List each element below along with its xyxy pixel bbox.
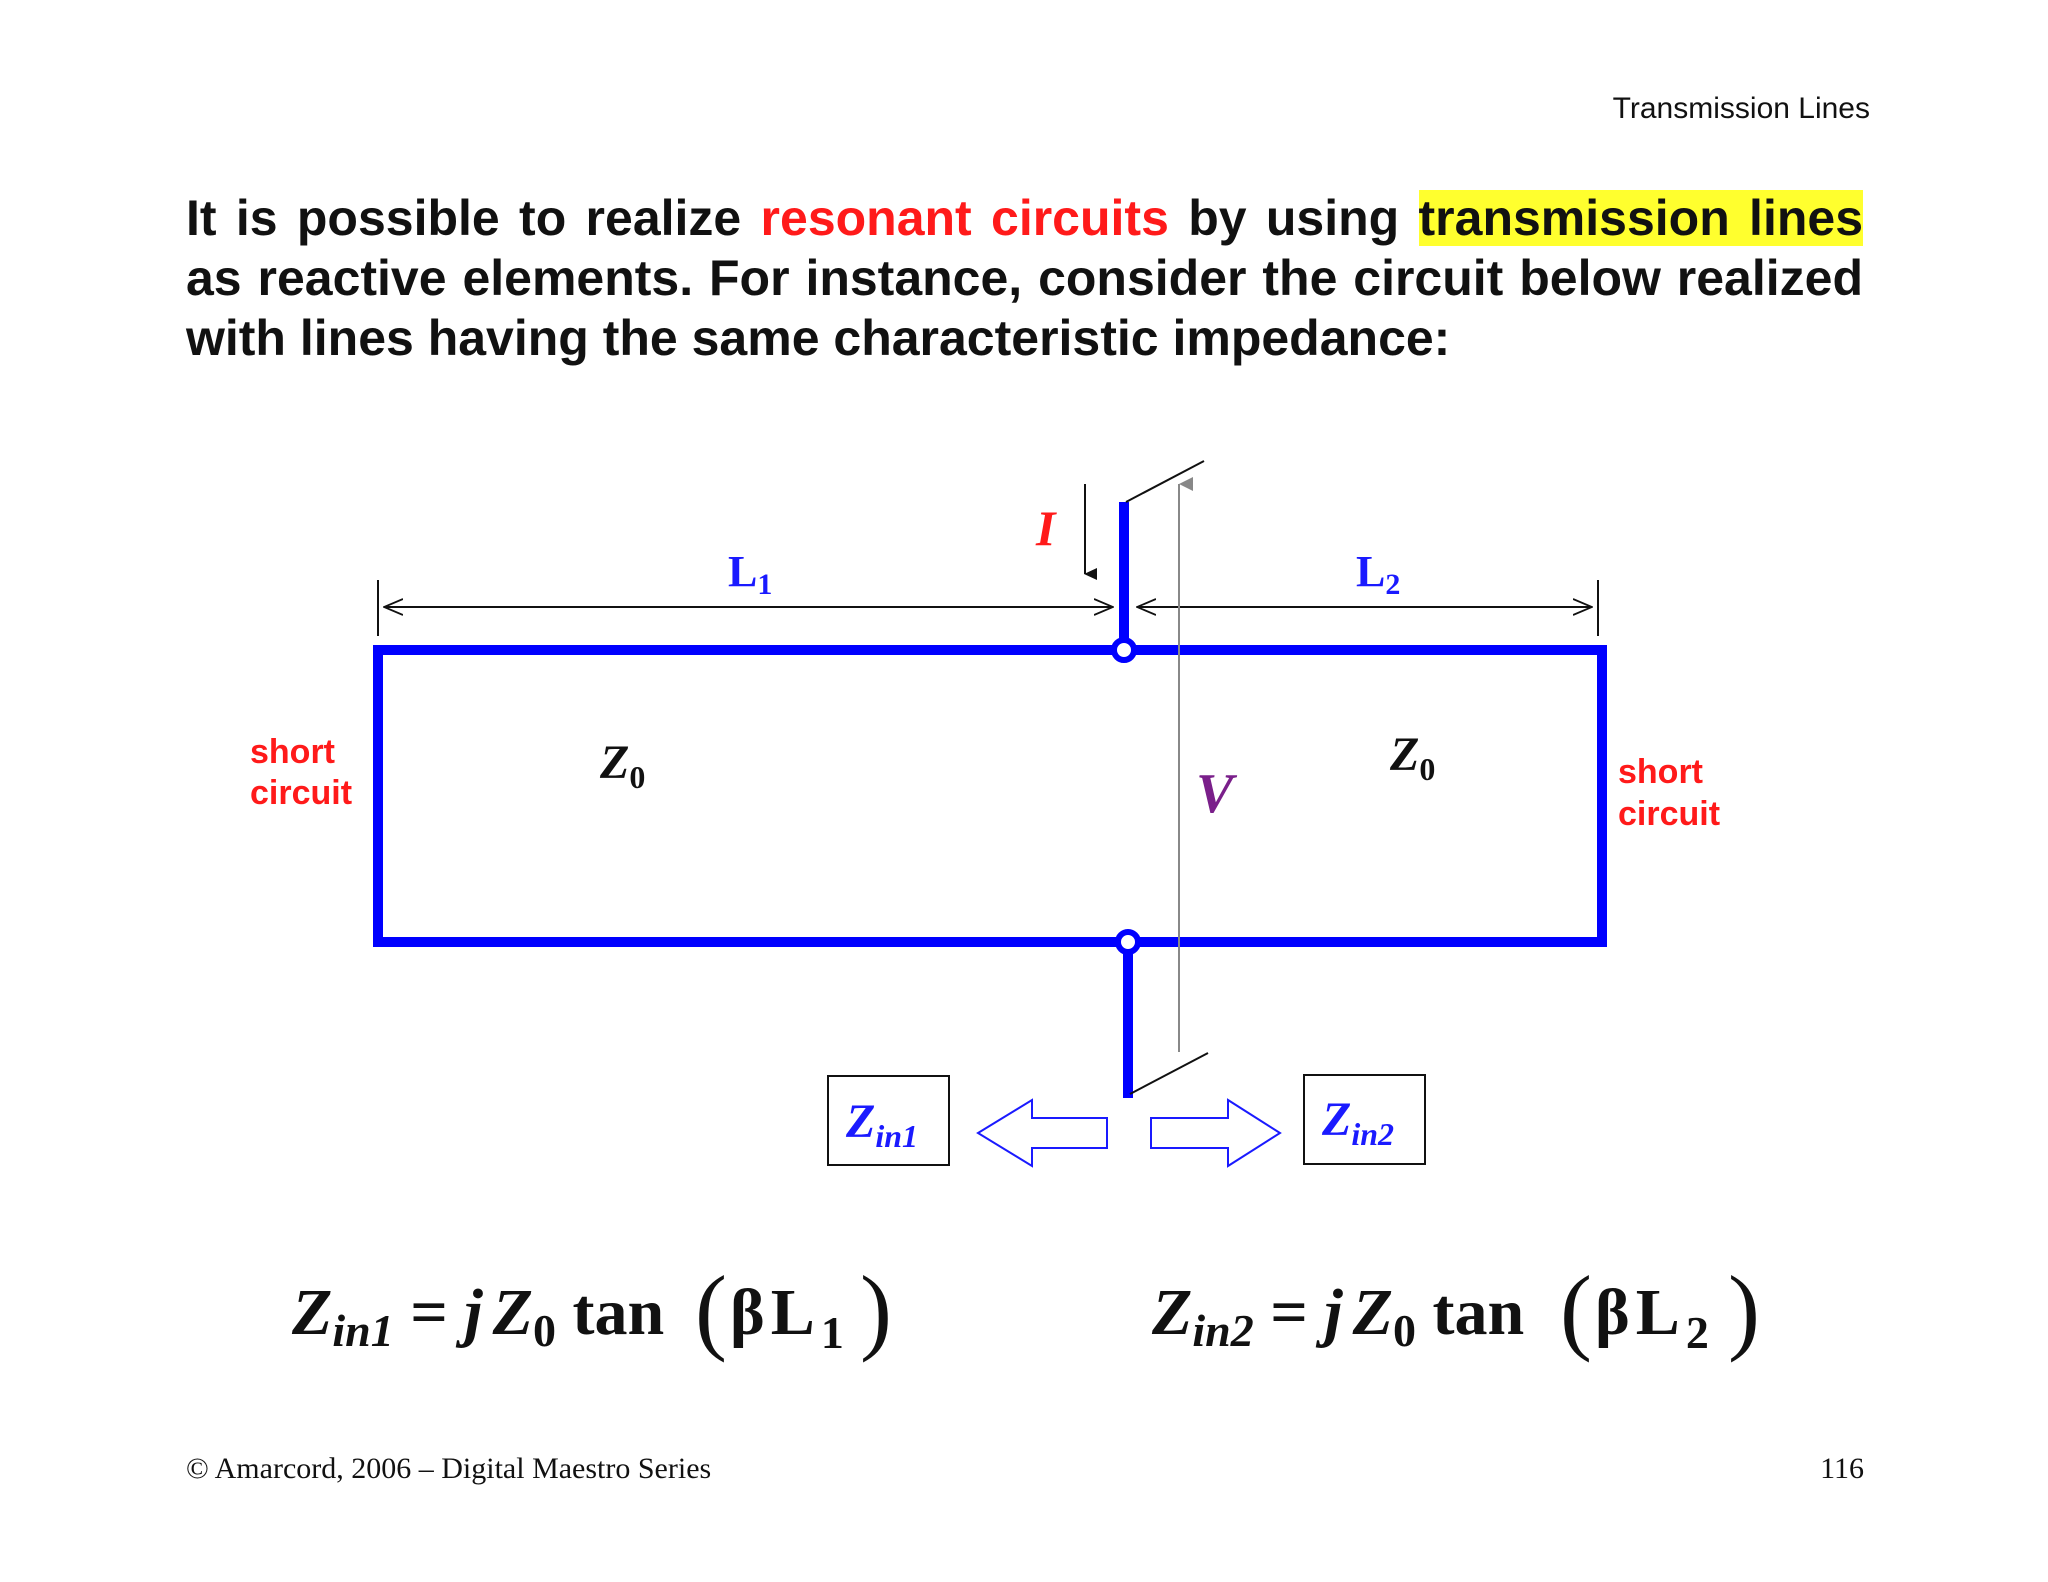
short-circuit-left-label: short circuit xyxy=(250,733,353,812)
intro-text-3: as reactive elements. For instance, consider the circuit below realized with lines having the same characteristic impedance: xyxy=(186,250,1863,366)
svg-text:βL2: βL $_2$ xyxy=(1595,1276,1709,1358)
bottom-terminal xyxy=(1118,932,1138,952)
intro-text-1: It is possible to realize xyxy=(186,190,761,246)
voltage-label: V xyxy=(1196,763,1234,825)
svg-text:Zin2 = jZ0 tan: Zin2 = j Z0 tan xyxy=(1152,1276,1525,1356)
top-diagonal-mark xyxy=(1126,461,1204,502)
short-circuit-right-label: short circuit xyxy=(1618,753,1721,833)
top-terminal xyxy=(1114,640,1134,660)
intro-text-2: by using xyxy=(1168,190,1419,246)
footer-copyright: © Amarcord, 2006 – Digital Maestro Series xyxy=(186,1452,712,1485)
current-label: I xyxy=(1036,500,1056,556)
zin2-label: $Z_{in2}$ xyxy=(1322,1093,1395,1152)
formula-zin1 xyxy=(291,1256,892,1363)
svg-text:): ) xyxy=(1728,1256,1760,1363)
svg-text:Zin1 = jZ0 tan: Zin1 = j Z0 tan xyxy=(292,1276,665,1356)
intro-highlight-text: transmission lines xyxy=(1418,190,1863,246)
bottom-diagonal-mark xyxy=(1130,1053,1208,1094)
right-block-arrow xyxy=(1151,1100,1280,1166)
svg-text:(: ( xyxy=(695,1256,727,1363)
formula-zin2 xyxy=(1151,1256,1760,1363)
z0-right-label: $Z_0$ xyxy=(1390,728,1436,787)
intro-red-text: resonant circuits xyxy=(760,190,1169,246)
l2-label: L2 xyxy=(1356,547,1401,601)
svg-text:): ) xyxy=(860,1256,892,1363)
svg-text:βL1: βL $_1$ xyxy=(730,1276,844,1358)
left-block-arrow xyxy=(978,1100,1107,1166)
transmission-line-loop xyxy=(378,650,1602,942)
zin1-label: $Z_{in1}$ xyxy=(846,1095,919,1154)
l1-label: L1 xyxy=(728,547,773,601)
page-number: 116 xyxy=(1820,1452,1864,1485)
z0-left-label: $Z_0$ xyxy=(600,736,646,795)
svg-text:(: ( xyxy=(1560,1256,1592,1363)
slide-header: Transmission Lines xyxy=(1612,92,1870,125)
